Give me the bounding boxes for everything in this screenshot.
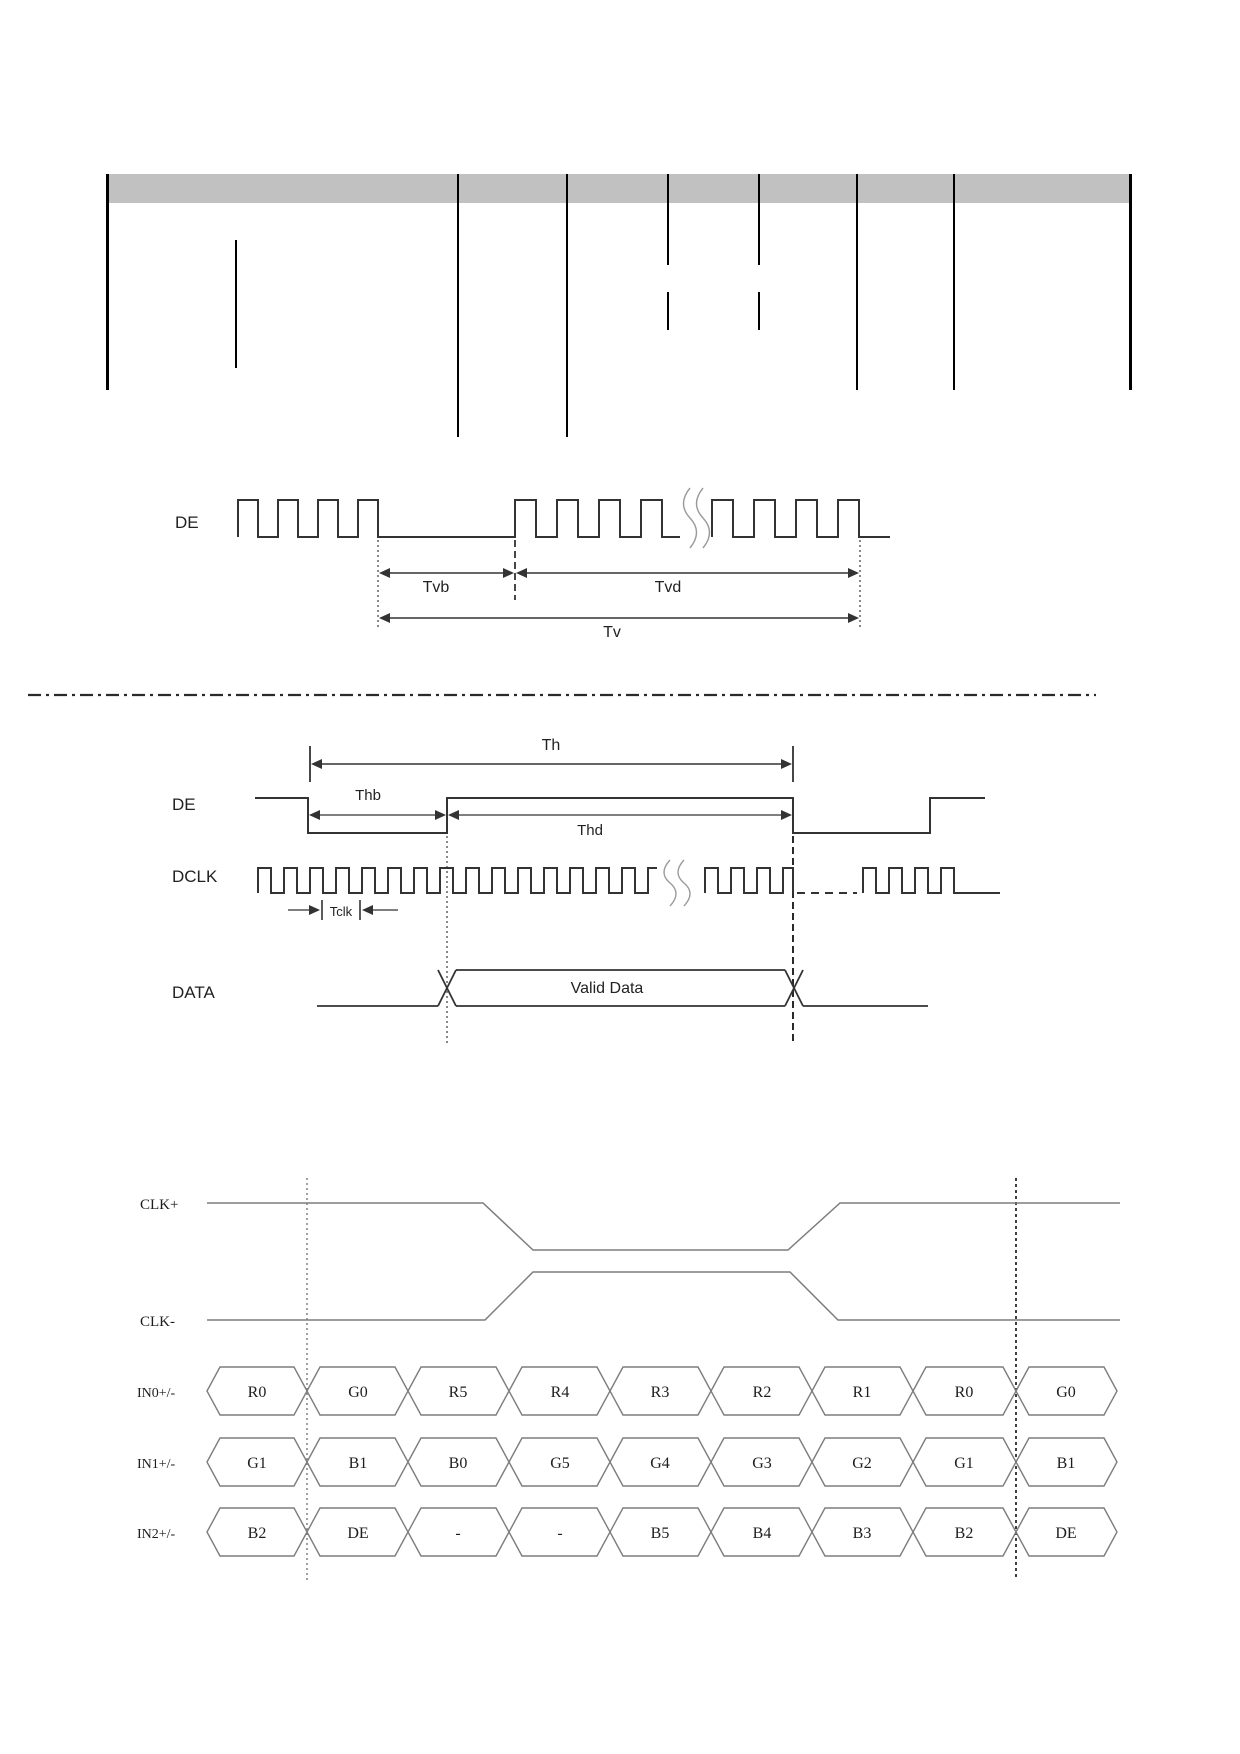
data-signal-label: DATA [172, 983, 215, 1002]
tclk-label: Tclk [329, 904, 353, 919]
bus-segment-label: R5 [448, 1384, 468, 1401]
bus-segment-label: - [455, 1525, 461, 1542]
bus-segment-label: R1 [852, 1384, 872, 1401]
arrowhead [435, 810, 446, 820]
in1-row-label: IN1+/- [137, 1457, 176, 1472]
tvd-label: Tvd [654, 579, 682, 596]
arrowhead [781, 810, 792, 820]
clk-minus-label: CLK- [140, 1314, 175, 1330]
de-waveform [238, 500, 680, 537]
bus-segment-label: G2 [852, 1455, 872, 1472]
arrowhead [379, 568, 390, 578]
in2-bus-labels [248, 1525, 1077, 1542]
arrowhead [311, 759, 322, 769]
bus-segment-label: G4 [650, 1455, 670, 1472]
arrowhead [516, 568, 527, 578]
thb-label: Thb [355, 787, 381, 804]
dclk-waveform [258, 868, 657, 893]
bus-segment-label: G0 [1056, 1384, 1076, 1401]
in2-row-label: IN2+/- [137, 1527, 176, 1542]
in0-bus-labels [248, 1384, 1076, 1401]
bus-segment-label: - [557, 1525, 563, 1542]
bus-segment-label: DE [1055, 1525, 1077, 1542]
arrowhead [848, 613, 859, 623]
de-signal-label: DE [172, 795, 196, 814]
arrowhead [781, 759, 792, 769]
de-signal-label: DE [175, 513, 199, 532]
tv-label: Tv [603, 624, 621, 641]
in1-bus-labels [247, 1455, 1075, 1472]
th-label: Th [541, 737, 561, 754]
horizontal-timing-diagram [172, 737, 1000, 1045]
bus-segment-label: G1 [247, 1455, 267, 1472]
bus-segment-label: B2 [247, 1525, 267, 1542]
arrowhead [503, 568, 514, 578]
bus-segment-label: G5 [550, 1455, 570, 1472]
bus-segment-label: B0 [448, 1455, 468, 1472]
bus-segment-label: G1 [954, 1455, 974, 1472]
tvb-label: Tvb [422, 579, 450, 596]
bus-segment-label: B3 [852, 1525, 872, 1542]
bus-segment-label: G0 [348, 1384, 368, 1401]
break-squiggle-icon [684, 488, 710, 548]
bus-segment-label: B2 [954, 1525, 974, 1542]
valid-data-label: Valid Data [570, 980, 644, 997]
bus-segment-label: B1 [348, 1455, 368, 1472]
vertical-timing-diagram [175, 488, 890, 641]
bus-segment-label: G3 [752, 1455, 772, 1472]
dclk-waveform [705, 868, 793, 893]
de-waveform [712, 500, 890, 537]
lvds-timing-diagram [137, 1178, 1120, 1580]
bus-segment-label: R2 [752, 1384, 772, 1401]
arrowhead [848, 568, 859, 578]
arrowhead [309, 810, 320, 820]
break-squiggle-icon [664, 860, 690, 906]
bus-segment-label: B1 [1056, 1455, 1076, 1472]
arrowhead [309, 905, 320, 915]
bus-segment-label: R0 [954, 1384, 974, 1401]
dclk-signal-label: DCLK [172, 867, 218, 886]
bus-segment-label: R3 [650, 1384, 670, 1401]
bus-segment-label: R4 [550, 1384, 570, 1401]
dclk-waveform [863, 868, 1000, 893]
arrowhead [379, 613, 390, 623]
clk-minus-waveform [207, 1272, 1120, 1320]
bus-segment-label: R0 [247, 1384, 267, 1401]
clk-plus-waveform [207, 1203, 1120, 1250]
bus-segment-label: B4 [752, 1525, 772, 1542]
in0-row-label: IN0+/- [137, 1386, 176, 1401]
bus-segment-label: DE [347, 1525, 369, 1542]
bus-segment-label: B5 [650, 1525, 670, 1542]
thd-label: Thd [577, 822, 603, 839]
arrowhead [448, 810, 459, 820]
clk-plus-label: CLK+ [140, 1197, 179, 1213]
